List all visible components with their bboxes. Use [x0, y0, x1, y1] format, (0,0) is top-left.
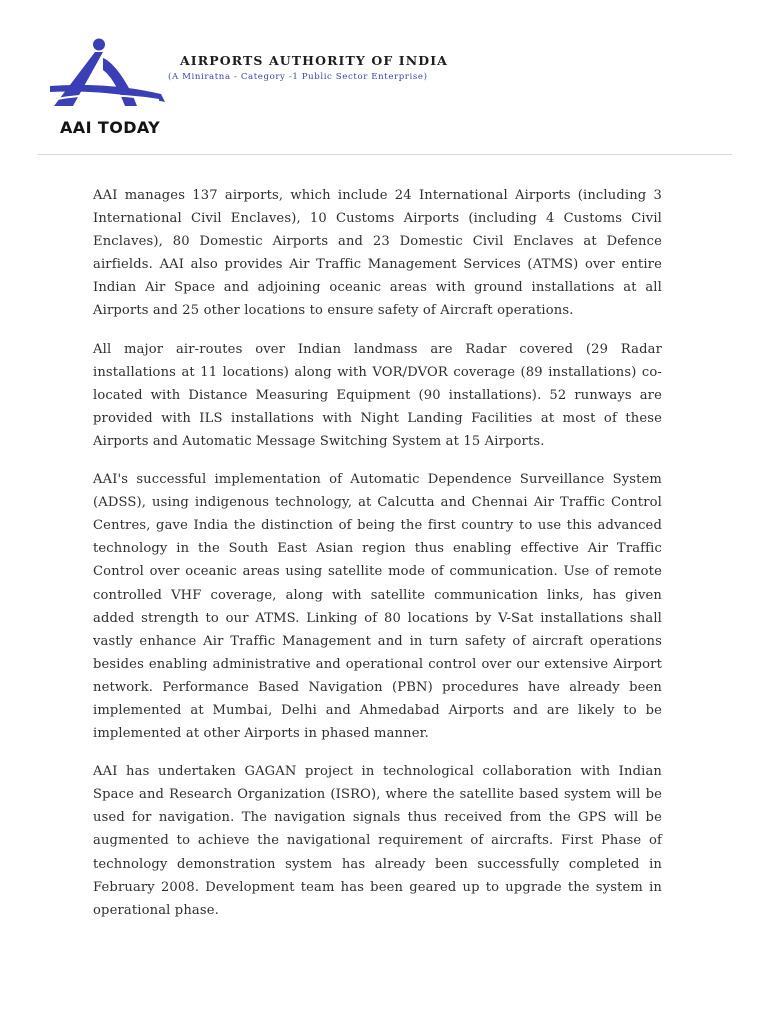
page-header — [0, 0, 768, 155]
paragraph-1: AAI manages 137 airports, which include 24 International Airports (including 3 International Civil Enclaves), 10 Customs Airports (including 4 Customs Civil Enclaves), 80 Domestic Airports and 23 Domestic Civil Enclaves at Defence airfields. AAI also provides Air Traffic Management Services (ATMS) over entire Indian Air Space and adjoining oceanic areas with ground installations at all Airports and 25 other locations to ensure safety of Aircraft operations. — [93, 188, 662, 319]
org-subtitle: (A Miniratna - Category -1 Public Sector Enterprise) — [168, 72, 428, 82]
paragraph-2: All major air-routes over Indian landmass are Radar covered (29 Radar installations at 11 locations) along with VOR/DVOR coverage (89 installations) co-located with Distance Measuring Equipment (90 installations). 52 runways are provided with ILS installations with Night Landing Facilities at most of these Airports and Automatic Message Switching System at 15 Airports. — [93, 341, 662, 449]
aai-logo-icon — [49, 36, 165, 110]
org-name: AIRPORTS AUTHORITY OF INDIA — [180, 53, 448, 68]
paragraph-3: AAI's successful implementation of Automatic Dependence Surveillance System (ADSS), using indigenous technology, at Calcutta and Chennai Air Traffic Control Centres, gave India the distinction of being the first country to use this advanced technology in the South East Asian region thus enabling effective Air Traffic Control over oceanic areas using satellite mode of communication. Use of remote controlled VHF coverage, along with satellite communication links, has given added strength to our ATMS. Linking of 80 locations by V-Sat installations shall vastly enhance Air Traffic Management and in turn safety of aircraft operations besides enabling administrative and operational control over our extensive Airport network. Performance Based Navigation (PBN) procedures have already been implemented at Mumbai, Delhi and Ahmedabad Airports and are likely to be implemented at other Airports in phased manner. — [93, 472, 662, 742]
header-divider — [37, 154, 732, 155]
section-title: AAI TODAY — [60, 118, 161, 137]
paragraph-4: AAI has undertaken GAGAN project in technological collaboration with Indian Space and Research Organization (ISRO), where the satellite based system will be used for navigation. The navigation signals thus received from the GPS will be augmented to achieve the navigational requirement of aircrafts. First Phase of technology demonstration system has already been successfully completed in February 2008. Development team has been geared up to upgrade the system in operational phase. — [93, 764, 662, 918]
body-content — [93, 184, 662, 937]
